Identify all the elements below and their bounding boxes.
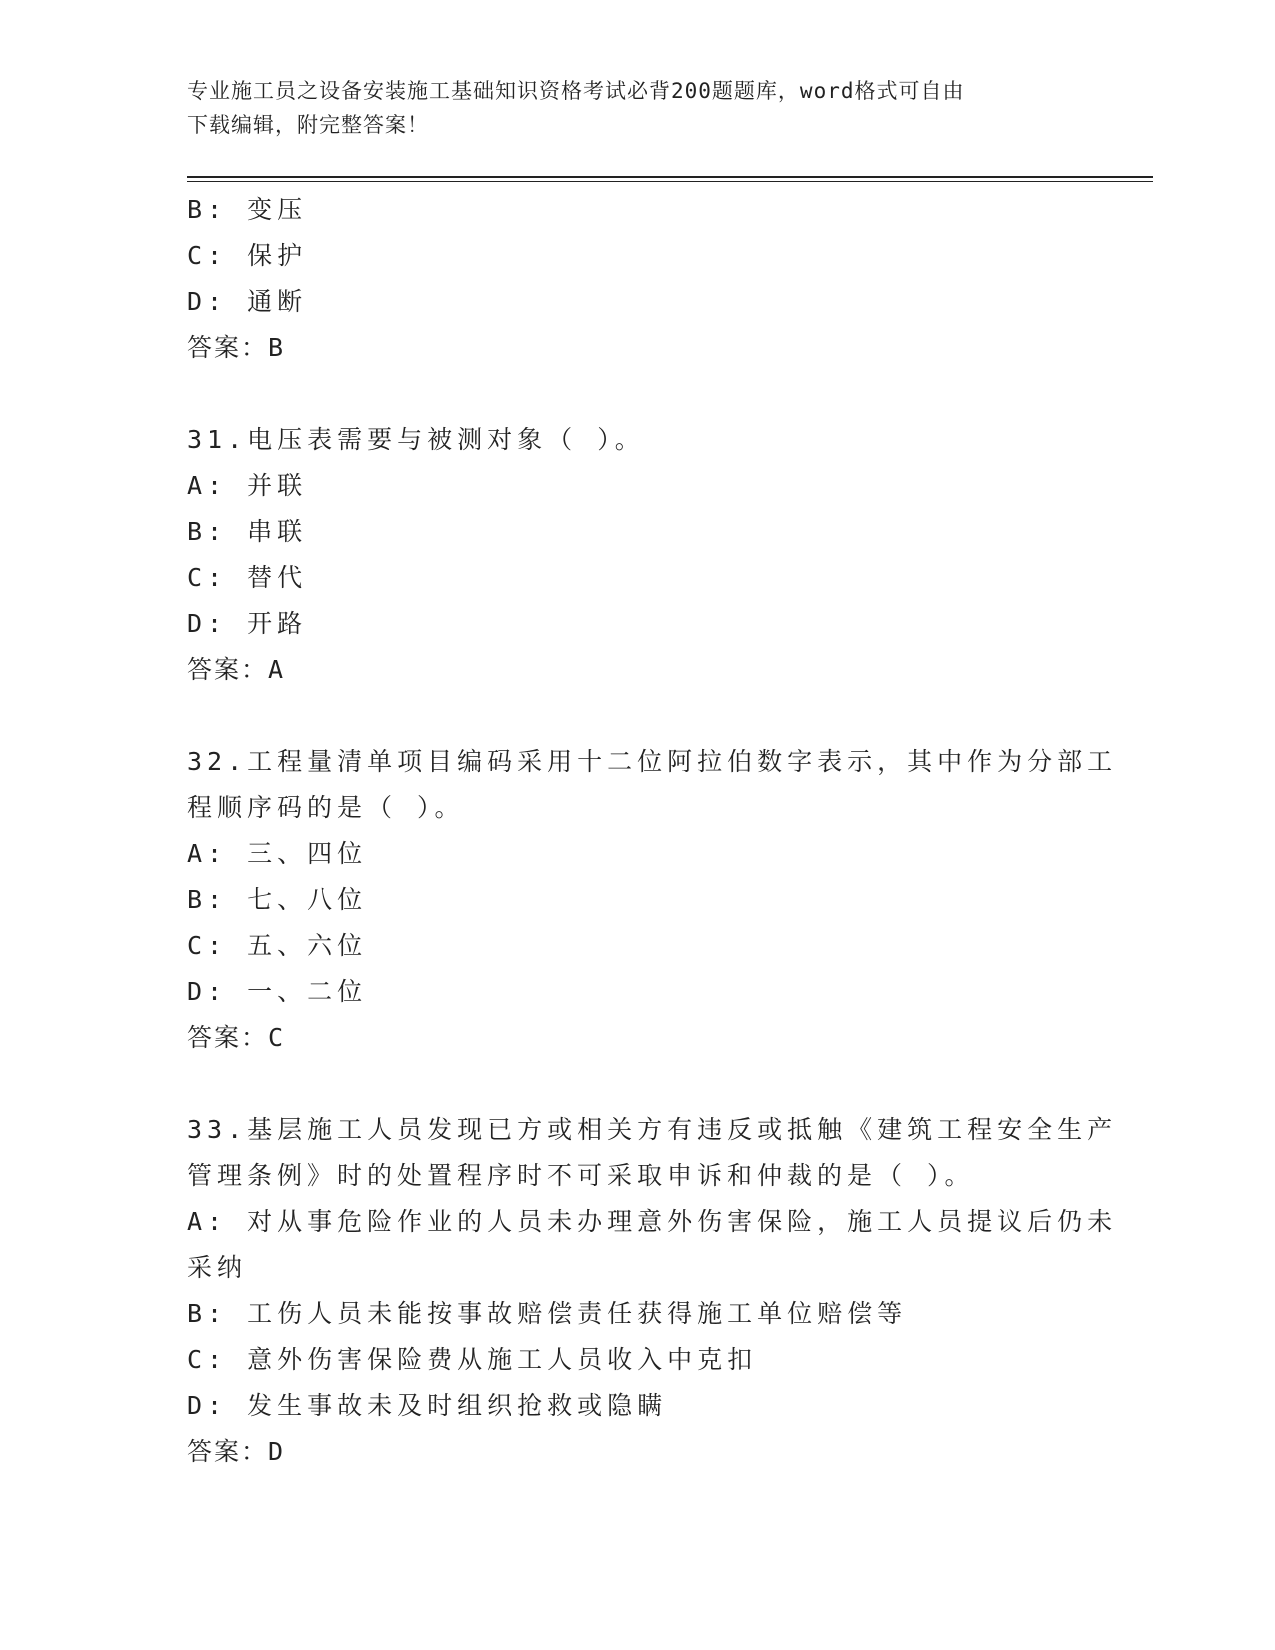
- option-d: D: 通断: [187, 287, 308, 316]
- spacer: [187, 371, 1087, 417]
- header-divider-thin: [187, 181, 1153, 182]
- option-b: B: 七、八位: [187, 885, 368, 914]
- spacer: [187, 693, 1087, 739]
- option-c: C: 意外伤害保险费从施工人员收入中克扣: [187, 1345, 758, 1374]
- question-stem-line-1: 33.基层施工人员发现已方或相关方有违反或抵触《建筑工程安全生产: [187, 1115, 1118, 1144]
- option-c: C: 保护: [187, 241, 308, 270]
- header-line-1: 专业施工员之设备安装施工基础知识资格考试必背200题题库，word格式可自由: [187, 79, 965, 103]
- option-c: C: 五、六位: [187, 931, 368, 960]
- question-33: [187, 1107, 1118, 1475]
- question-stem-line-2: 程顺序码的是（ ）。: [187, 793, 465, 822]
- question-list: [187, 187, 1118, 1475]
- answer-line: 答案：A: [187, 655, 286, 684]
- question-30-tail: [187, 187, 1087, 371]
- option-a-line-1: A: 对从事危险作业的人员未办理意外伤害保险，施工人员提议后仍未: [187, 1207, 1118, 1236]
- document-header: [187, 74, 1067, 142]
- option-a-line-2: 采纳: [187, 1253, 248, 1282]
- question-stem-line-1: 32.工程量清单项目编码采用十二位阿拉伯数字表示，其中作为分部工: [187, 747, 1118, 776]
- header-divider-thick: [187, 176, 1153, 178]
- option-d: D: 开路: [187, 609, 308, 638]
- question-31: [187, 417, 1087, 693]
- answer-line: 答案：D: [187, 1437, 286, 1466]
- question-32: [187, 739, 1118, 1061]
- option-c: C: 替代: [187, 563, 308, 592]
- answer-line: 答案：C: [187, 1023, 286, 1052]
- option-b: B: 变压: [187, 195, 308, 224]
- option-b: B: 串联: [187, 517, 308, 546]
- option-d: D: 一、二位: [187, 977, 368, 1006]
- question-stem: 31.电压表需要与被测对象（ ）。: [187, 425, 645, 454]
- answer-line: 答案：B: [187, 333, 286, 362]
- spacer: [187, 1061, 1087, 1107]
- option-d: D: 发生事故未及时组织抢救或隐瞒: [187, 1391, 668, 1420]
- question-stem-line-2: 管理条例》时的处置程序时不可采取申诉和仲裁的是（ ）。: [187, 1161, 975, 1190]
- option-b: B: 工伤人员未能按事故赔偿责任获得施工单位赔偿等: [187, 1299, 908, 1328]
- header-line-2: 下载编辑，附完整答案！: [187, 113, 429, 137]
- option-a: A: 并联: [187, 471, 308, 500]
- option-a: A: 三、四位: [187, 839, 368, 868]
